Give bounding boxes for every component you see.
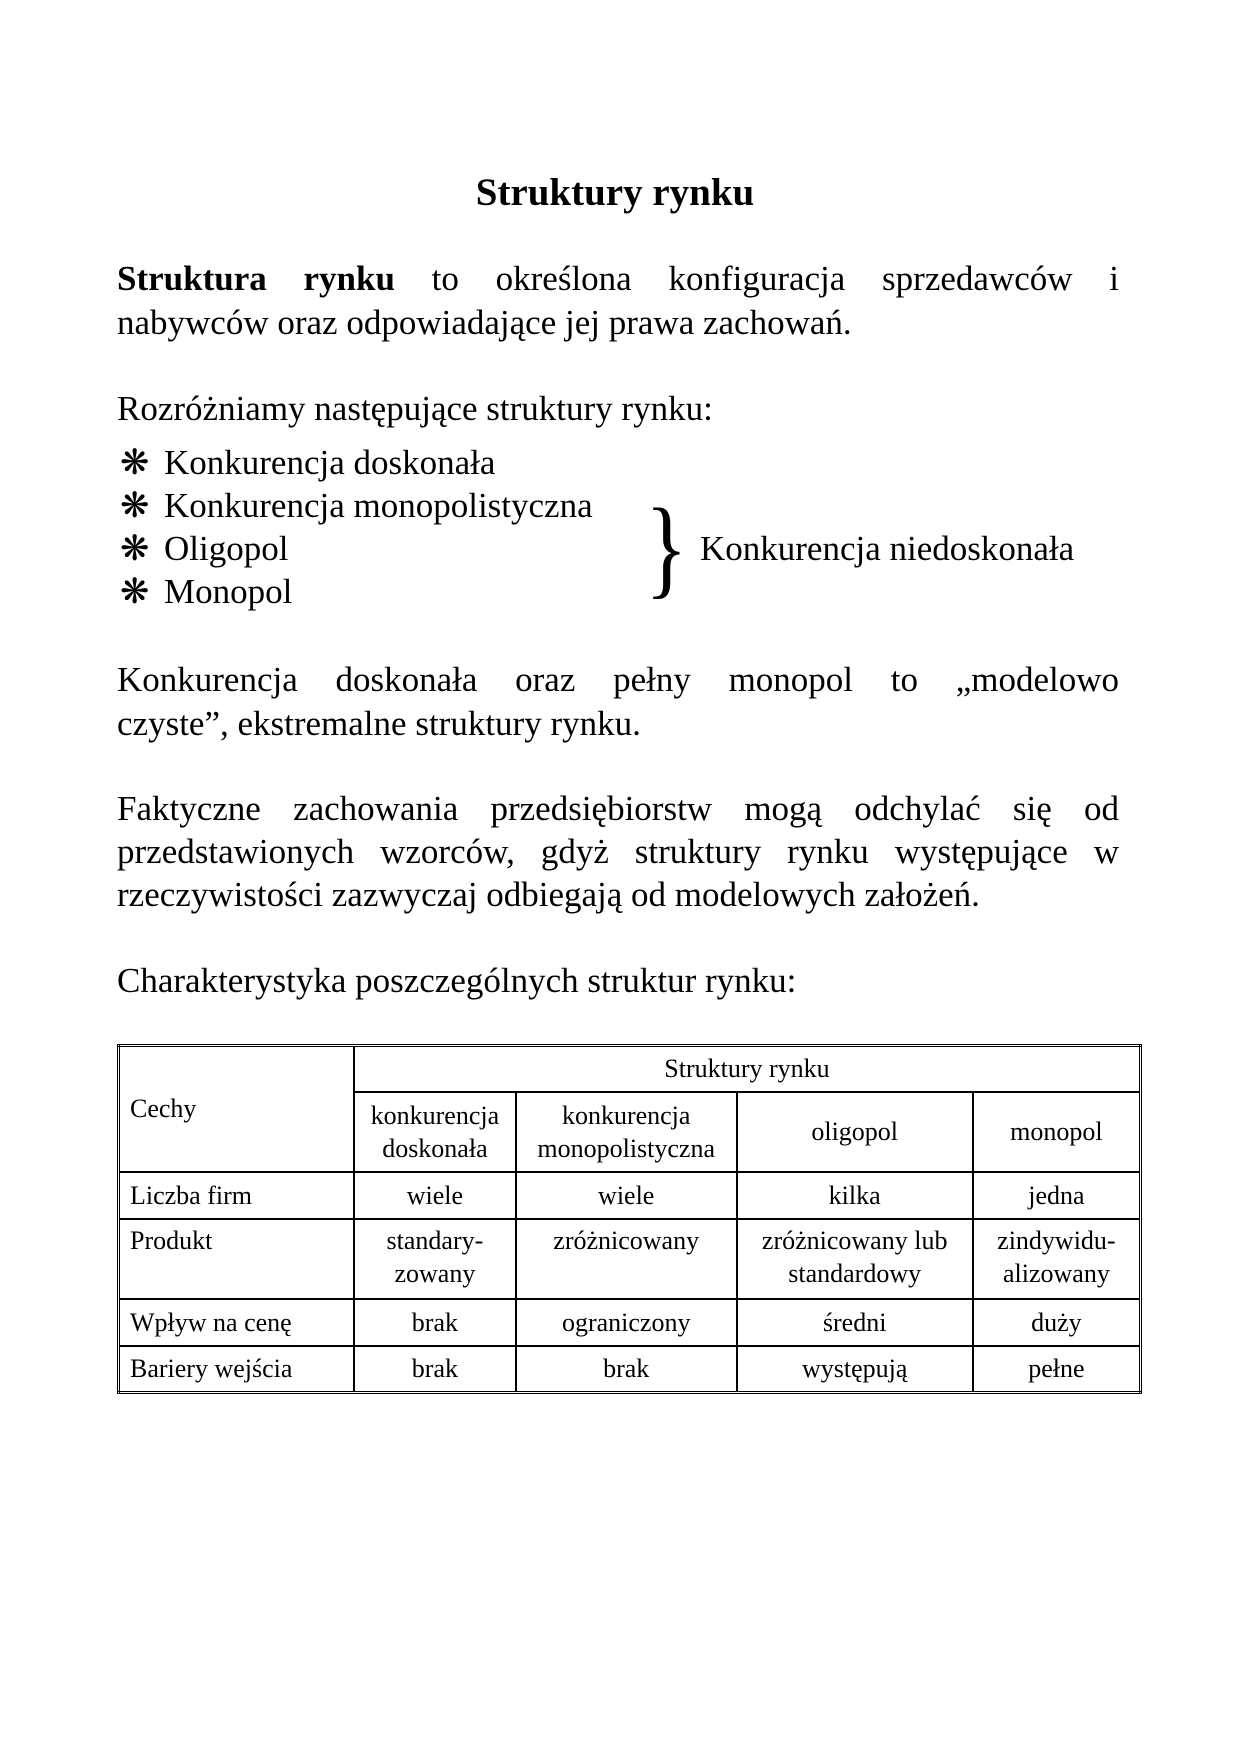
table-intro: Charakterystyka poszczególnych struktur rynku: [117,961,797,1000]
list-item [120,442,495,484]
market-structures-table [117,1044,1142,1394]
table-cell: zróżnicowany [516,1219,737,1299]
table-header-row [119,1046,1141,1092]
row-label: Bariery wejścia [119,1346,354,1393]
row-label: Liczba firm [119,1172,354,1219]
corner-header: Cechy [119,1046,354,1172]
table-cell: brak [516,1346,737,1393]
extremes-line-2: czyste”, ekstremalne struktury rynku. [117,704,641,743]
table-cell: jedna [973,1172,1141,1219]
table-row [119,1172,1141,1219]
table-cell: ograniczony [516,1299,737,1346]
row-label: Produkt [119,1219,354,1299]
deviation-line-3: rzeczywistości zazwyczaj odbiegają od modelowych założeń. [117,875,980,914]
column-header: konkurencja doskonała [354,1092,516,1172]
table-cell: duży [973,1299,1141,1346]
curly-brace-icon: } [645,486,688,608]
table-row [119,1299,1141,1346]
definition-line-2: nabywców oraz odpowiadające jej prawa zachowań. [117,303,852,342]
table-cell: kilka [737,1172,973,1219]
column-header: monopol [973,1092,1141,1172]
table-cell: wiele [516,1172,737,1219]
deviation-line-2: przedstawionych wzorców, gdyż struktury rynku występujące w [117,832,1119,871]
table-cell: występują [737,1346,973,1393]
table-row [119,1346,1141,1393]
list-item-label: Oligopol [164,529,289,568]
table-cell: brak [354,1299,516,1346]
table-cell: średni [737,1299,973,1346]
intro-text: Rozróżniamy następujące struktury rynku: [117,389,713,428]
list-item [120,571,292,613]
table-cell: zróżnicowany lub standardowy [737,1219,973,1299]
table-cell: brak [354,1346,516,1393]
table-cell: zindywidu-alizowany [973,1219,1141,1299]
extremes-line-1: Konkurencja doskonała oraz pełny monopol to „modelowo [117,660,1119,699]
list-item [120,528,288,570]
asterisk-icon: ❋ [120,486,150,525]
table-row [119,1219,1141,1299]
row-label: Wpływ na cenę [119,1299,354,1346]
definition-term: Struktura rynku [117,259,395,298]
asterisk-icon: ❋ [120,572,150,611]
column-header: oligopol [737,1092,973,1172]
page-title: Struktury rynku [475,171,755,214]
asterisk-icon: ❋ [120,529,150,568]
group-header: Struktury rynku [354,1046,1141,1092]
deviation-line-1: Faktyczne zachowania przedsiębiorstw mogą odchylać się od [117,789,1119,828]
table-cell: wiele [354,1172,516,1219]
list-item-label: Konkurencja monopolistyczna [164,486,593,525]
table-cell: standary-zowany [354,1219,516,1299]
list-item-label: Konkurencja doskonała [164,443,496,482]
brace-label: Konkurencja niedoskonała [700,529,1075,568]
definition-text: to określona konfiguracja sprzedawców i [394,259,1119,298]
definition-line-1 [117,258,1119,300]
list-item-label: Monopol [164,572,293,611]
asterisk-icon: ❋ [120,443,150,482]
table-cell: pełne [973,1346,1141,1393]
list-item [120,485,593,527]
column-header: konkurencja monopolistyczna [516,1092,737,1172]
